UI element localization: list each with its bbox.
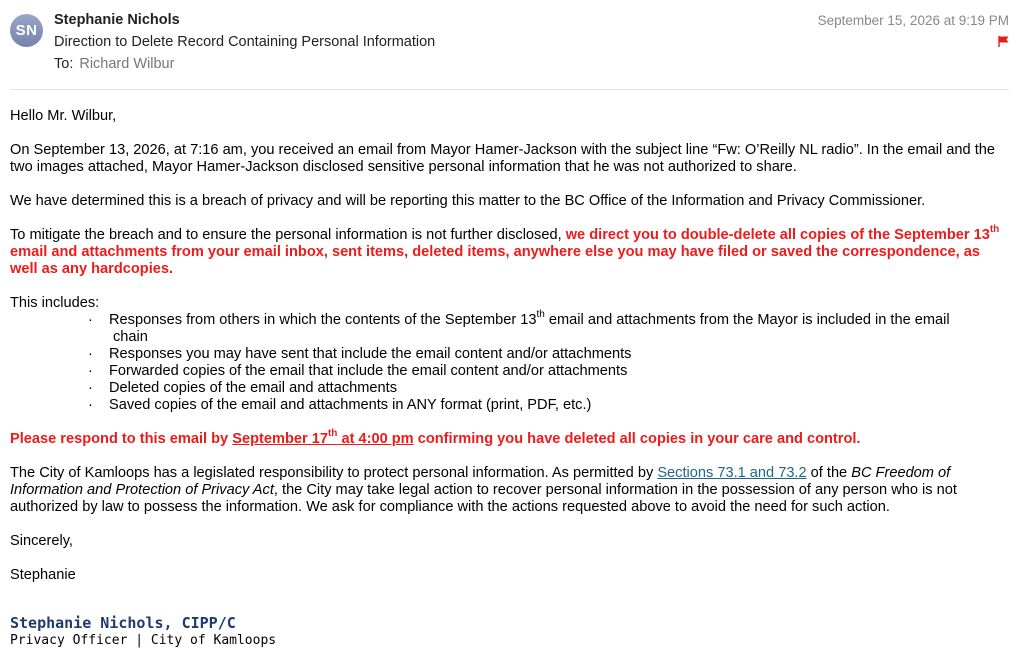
legal-text: The City of Kamloops has a legislated responsibility to protect personal information. As permitted by <box>10 465 658 481</box>
list-item <box>10 309 1010 346</box>
respond-deadline <box>232 428 414 447</box>
recipient-row <box>54 56 174 72</box>
sender-name: Stephanie Nichols <box>54 12 180 28</box>
list-item-text: Responses from others in which the contents of the September 13 <box>109 312 537 328</box>
bullet: · <box>88 380 93 396</box>
bullet: · <box>88 363 93 379</box>
message-header <box>0 0 1024 90</box>
list-item-text: Saved copies of the email and attachments in ANY format (print, PDF, etc.) <box>109 397 592 413</box>
list-item <box>10 346 1010 363</box>
directive-superscript: th <box>989 224 1000 236</box>
list-item-text: Deleted copies of the email and attachments <box>109 380 397 396</box>
legal-text-3: , the City may take legal action to recover personal information in the possession of any person who is not authorized by law to possess the information. We ask for compliance with the actions requested above to avoid the need for such action. <box>10 482 957 515</box>
respond-time: at 4:00 pm <box>337 431 414 447</box>
sections-link[interactable]: Sections 73.1 and 73.2 <box>657 465 807 481</box>
to-label: To: <box>54 56 74 72</box>
list-item <box>10 380 1010 397</box>
includes-intro: This includes: <box>10 295 100 311</box>
message-date: September 15, 2026 at 9:19 PM <box>817 13 1009 28</box>
list-item <box>10 397 1010 414</box>
message-body <box>10 108 1010 649</box>
respond-text: Please respond to this email by <box>10 431 233 447</box>
bullet: · <box>88 312 93 328</box>
paragraph-respond <box>10 428 1010 448</box>
header-divider <box>10 89 1009 90</box>
bullet: · <box>88 346 93 362</box>
list-item <box>10 363 1010 380</box>
paragraph-breach: We have determined this is a breach of privacy and will be reporting this matter to the BC Office of the Information and Privacy Commissioner. <box>10 193 926 209</box>
signature-name: Stephanie Nichols, CIPP/C <box>10 614 236 632</box>
message-subject: Direction to Delete Record Containing Personal Information <box>54 34 436 50</box>
directive-plain-text: To mitigate the breach and to ensure the personal information is not further disclosed, <box>10 227 566 243</box>
signature-title: Privacy Officer | City of Kamloops <box>10 633 277 648</box>
list-item-superscript: th <box>536 309 545 321</box>
respond-text-2: confirming you have deleted all copies in your care and control. <box>413 431 861 447</box>
closing: Sincerely, <box>10 533 73 549</box>
directive-red-text-2: email and attachments from your email inbox, sent items, deleted items, anywhere else you may have filed or saved the correspondence, as well as any hardcopies. <box>10 244 981 277</box>
directive-red-text: we direct you to double-delete all copies of the September 13 <box>565 227 990 243</box>
list-item-text-3: chain <box>113 329 148 345</box>
paragraph-directive <box>10 224 1010 278</box>
legal-text-2: of the <box>806 465 852 481</box>
flag-icon[interactable] <box>998 36 1009 47</box>
includes-list <box>10 309 1010 414</box>
recipient-name[interactable]: Richard Wilbur <box>79 56 175 72</box>
paragraph-legal <box>10 465 1010 516</box>
signoff: Stephanie <box>10 567 76 583</box>
avatar: SN <box>10 14 43 47</box>
respond-superscript: th <box>327 428 338 440</box>
bullet: · <box>88 397 93 413</box>
list-item-text: Responses you may have sent that include the email content and/or attachments <box>109 346 632 362</box>
list-item-text: Forwarded copies of the email that include the email content and/or attachments <box>109 363 628 379</box>
paragraph-incident: On September 13, 2026, at 7:16 am, you received an email from Mayor Hamer-Jackson with the subject line “Fw: O’Reilly NL radio”. In the email and the two images attached, Mayor Hamer-Jackson disclosed sensitive personal information that he was not authorized to share. <box>10 142 995 175</box>
list-item-text-2: email and attachments from the Mayor is included in the email <box>544 312 950 328</box>
respond-date: September 17 <box>232 431 328 447</box>
act-name: BC Freedom of Information and Protection of Privacy Act <box>10 465 951 498</box>
greeting: Hello Mr. Wilbur, <box>10 108 117 124</box>
